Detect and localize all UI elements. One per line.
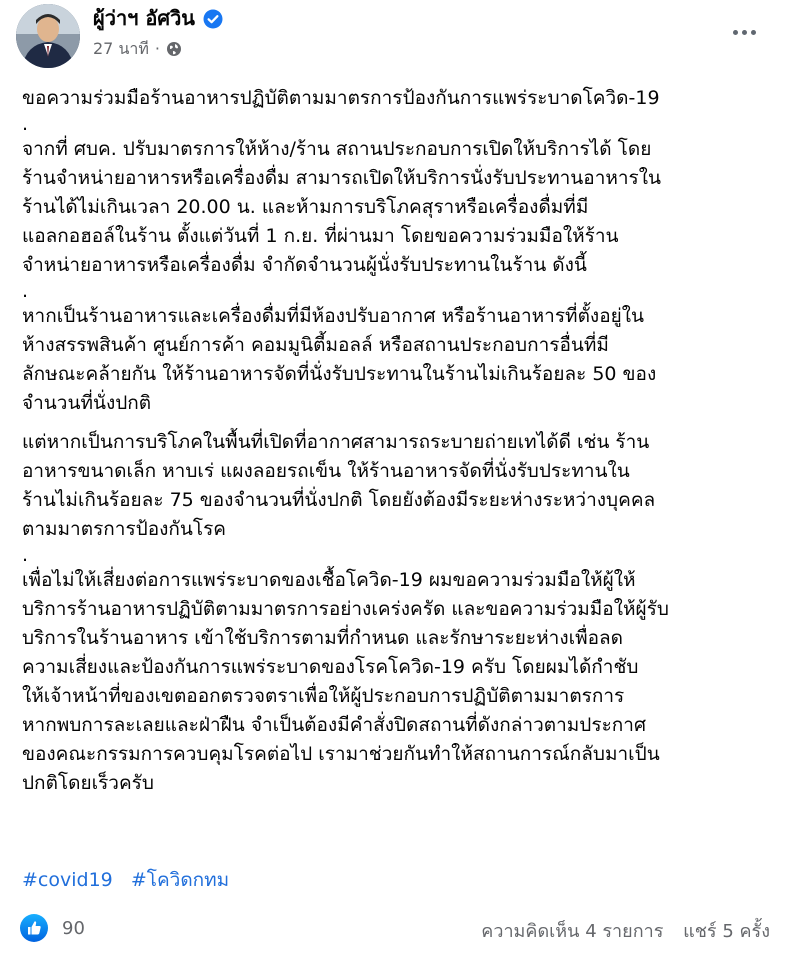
post-line: . — [22, 544, 29, 566]
comment-count-link[interactable]: ความคิดเห็น 4 รายการ — [481, 921, 664, 942]
hashtag-link[interactable]: #โควิดกทม — [130, 869, 230, 891]
post-line: ลักษณะคล้ายกัน ให้ร้านอาหารจัดที่นั่งรับประทานในร้านไม่เกินร้อยละ 50 ของ — [22, 363, 657, 385]
post-line: หากพบการละเลยและฝ่าฝืน จำเป็นต้องมีคำสั่งปิดสถานที่ดังกล่าวตามประกาศ — [22, 714, 647, 736]
post-line: ความเสี่ยงและป้องกันการแพร่ระบาดของโรคโควิด-19 ครับ โดยผมได้กำชับ — [22, 656, 639, 678]
reaction-summary[interactable] — [20, 914, 85, 942]
post-line: ตามมาตรการป้องกันโรค — [22, 518, 227, 540]
more-options-icon[interactable] — [728, 20, 760, 44]
paragraph-gap — [22, 418, 782, 428]
like-thumb-icon — [20, 914, 48, 942]
author-name[interactable] — [93, 4, 223, 32]
hashtag-list — [22, 866, 241, 894]
post-body — [22, 84, 782, 798]
post-line: หากเป็นร้านอาหารและเครื่องดื่มที่มีห้องปรับอากาศ หรือร้านอาหารที่ตั้งอยู่ใน — [22, 305, 645, 327]
author-name-text[interactable]: ผู้ว่าฯ อัศวิน — [93, 6, 195, 30]
post-line: บริการร้านอาหารปฏิบัติตามมาตรการอย่างเคร่งครัด และขอความร่วมมือให้ผู้รับ — [22, 598, 669, 620]
post-line: ร้านจำหน่ายอาหารหรือเครื่องดื่ม สามารถเปิดให้บริการนั่งรับประทานอาหารใน — [22, 167, 662, 189]
post-line: จากที่ ศบค. ปรับมาตรการให้ห้าง/ร้าน สถานประกอบการเปิดให้บริการได้ โดย — [22, 138, 652, 160]
post-line: อาหารขนาดเล็ก หาบเร่ แผงลอยรถเข็น ให้ร้านอาหารจัดที่นั่งรับประทานใน — [22, 460, 630, 482]
globe-icon[interactable] — [166, 41, 182, 57]
hashtag-link[interactable]: #covid19 — [22, 869, 113, 891]
post-line: แต่หากเป็นการบริโภคในพื้นที่เปิดที่อากาศสามารถระบายถ่ายเทได้ดี เช่น ร้าน — [22, 431, 650, 453]
post-line: จำหน่ายอาหารหรือเครื่องดื่ม จำกัดจำนวนผู้นั่งรับประทานในร้าน ดังนี้ — [22, 254, 587, 276]
avatar[interactable] — [16, 4, 80, 68]
post-line: ห้างสรรพสินค้า ศูนย์การค้า คอมมูนิตี้มอลล์ หรือสถานประกอบการอื่นที่มี — [22, 334, 609, 356]
post-line: ขอความร่วมมือร้านอาหารปฏิบัติตามมาตรการป้องกันการแพร่ระบาดโควิด-19 — [22, 87, 660, 109]
avatar-portrait-icon — [16, 4, 80, 68]
post-line: ร้านได้ไม่เกินเวลา 20.00 น. และห้ามการบริโภคสุราหรือเครื่องดื่มที่มี — [22, 196, 589, 218]
engagement-counts — [481, 916, 770, 945]
post-line: . — [22, 113, 29, 135]
post-line: จำนวนที่นั่งปกติ — [22, 392, 152, 414]
post-line: . — [22, 280, 29, 302]
verified-badge-icon — [203, 8, 223, 28]
post-line: เพื่อไม่ให้เสี่ยงต่อการแพร่ระบาดของเชื้อโควิด-19 ผมขอความร่วมมือให้ผู้ให้ — [22, 569, 636, 591]
meta-separator: · — [154, 39, 161, 58]
post-line: ของคณะกรรมการควบคุมโรคต่อไป เรามาช่วยกันทำให้สถานการณ์กลับมาเป็น — [22, 743, 660, 765]
post-line: ร้านไม่เกินร้อยละ 75 ของจำนวนที่นั่งปกติ โดยยังต้องมีระยะห่างระหว่างบุคคล — [22, 489, 656, 511]
post-line: บริการในร้านอาหาร เข้าใช้บริการตามที่กำหนด และรักษาระยะห่างเพื่อลด — [22, 627, 624, 649]
post-timestamp[interactable]: 27 นาที — [93, 39, 149, 58]
post-meta — [93, 38, 182, 60]
post-line: ให้เจ้าหน้าที่ของเขตออกตรวจตราเพื่อให้ผู้ประกอบการปฏิบัติตามมาตรการ — [22, 685, 625, 707]
share-count-link[interactable]: แชร์ 5 ครั้ง — [683, 921, 770, 942]
post-line: แอลกอฮอล์ในร้าน ตั้งแต่วันที่ 1 ก.ย. ที่ผ่านมา โดยขอความร่วมมือให้ร้าน — [22, 225, 619, 247]
post-line: ปกติโดยเร็วครับ — [22, 772, 154, 794]
reaction-count[interactable]: 90 — [62, 917, 85, 939]
